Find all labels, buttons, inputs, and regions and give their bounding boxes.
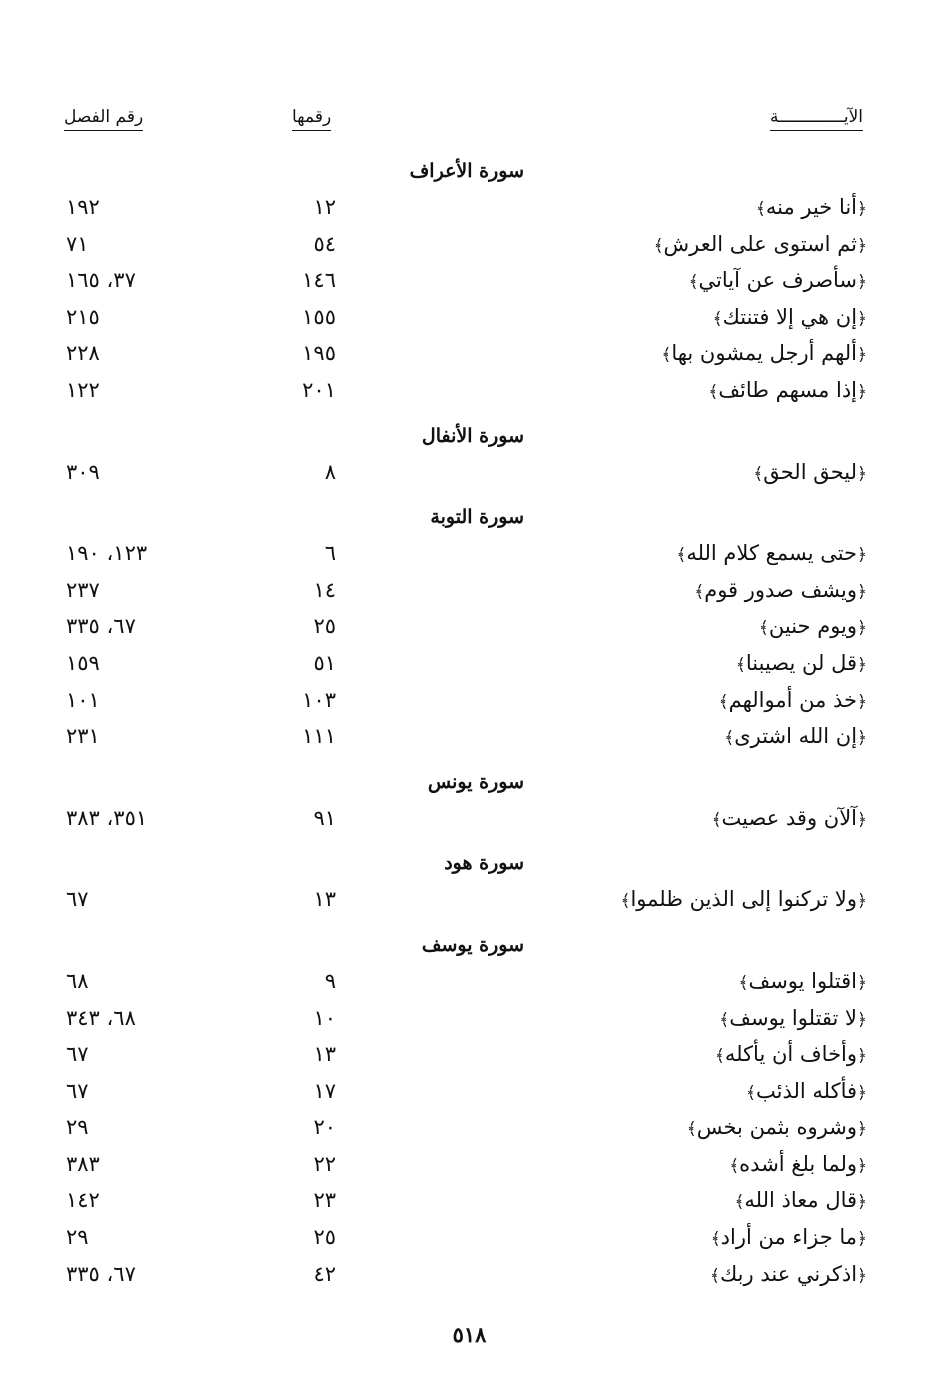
chapter-numbers: ٢٩ — [66, 1225, 89, 1250]
section-gap — [0, 920, 939, 928]
verse-phrase: ألهم أرجل يمشون بها — [671, 341, 858, 366]
verse-text — [661, 341, 867, 365]
verse-text — [739, 969, 868, 993]
verse-number: ٢٢ — [313, 1151, 336, 1176]
surah-title: سورة الأعراف — [409, 160, 524, 182]
ornate-bracket-open-icon: ﴿ — [857, 545, 867, 566]
index-row — [0, 537, 939, 574]
number-column-header-label: رقمها — [292, 107, 331, 131]
surah-heading — [0, 765, 939, 802]
ornate-bracket-close-icon: ﴾ — [755, 199, 766, 219]
ornate-bracket-close-icon: ﴾ — [753, 463, 764, 484]
verse-number: ٥٤ — [313, 231, 336, 256]
section-gap — [0, 757, 939, 765]
ornate-bracket-close-icon: ﴾ — [661, 345, 672, 366]
index-row — [0, 883, 939, 920]
verse-phrase: ما جزاء من أراد — [720, 1225, 858, 1250]
verse-text — [687, 1115, 867, 1139]
index-row — [0, 374, 939, 411]
surah-heading — [0, 419, 939, 456]
number-column-header — [292, 107, 331, 131]
surah-section — [0, 846, 939, 928]
verse-text — [753, 460, 867, 484]
ornate-bracket-open-icon: ﴿ — [857, 463, 867, 484]
verse-phrase: اذكرني عند ربك — [719, 1261, 858, 1286]
index-row — [0, 1002, 939, 1039]
ornate-bracket-close-icon: ﴾ — [710, 1265, 720, 1286]
chapter-numbers: ٣٥١، ٣٨٣ — [66, 805, 148, 830]
index-row — [0, 301, 939, 338]
verse-text — [715, 1042, 867, 1066]
verse-text — [719, 1006, 867, 1030]
surah-title: سورة التوبة — [430, 506, 524, 529]
surah-title: سورة يوسف — [421, 933, 524, 956]
verse-number: ٤٢ — [313, 1261, 336, 1286]
surah-title: سورة الأنفال — [421, 424, 524, 447]
verse-text — [756, 195, 867, 219]
verse-number: ١٠٣ — [302, 687, 336, 712]
verse-number: ١٥٥ — [302, 304, 336, 329]
chapter-numbers: ٦٧ — [66, 887, 89, 912]
ornate-bracket-open-icon: ﴿ — [857, 891, 867, 912]
ornate-bracket-close-icon: ﴾ — [688, 272, 699, 293]
verse-phrase: إن الله اشترى — [734, 724, 858, 749]
index-row — [0, 1258, 939, 1295]
chapter-numbers: ٣٨٣ — [66, 1151, 100, 1176]
verse-phrase: ويشف صدور قوم — [704, 577, 858, 602]
verse-phrase: سأصرف عن آياتي — [698, 268, 858, 293]
index-row — [0, 191, 939, 228]
ornate-bracket-open-icon: ﴿ — [857, 618, 867, 639]
ornate-bracket-open-icon: ﴿ — [857, 809, 867, 830]
page-number: ٥١٨ — [452, 1322, 487, 1347]
verse-number: ١٠ — [313, 1005, 336, 1030]
ornate-bracket-close-icon: ﴾ — [712, 308, 723, 329]
verse-number: ١٣ — [313, 1042, 336, 1067]
ornate-bracket-close-icon: ﴾ — [758, 618, 769, 639]
chapter-numbers: ١٢٣، ١٩٠ — [66, 541, 148, 566]
verse-phrase: قال معاذ الله — [744, 1188, 858, 1213]
verse-text — [620, 887, 867, 911]
verse-phrase: ليحق الحق — [763, 459, 858, 484]
verse-phrase: ويوم حنين — [768, 614, 858, 639]
verse-text — [736, 651, 867, 675]
index-row — [0, 1148, 939, 1185]
ornate-bracket-close-icon: ﴾ — [676, 545, 687, 566]
surah-section — [0, 928, 939, 1294]
ornate-bracket-open-icon: ﴿ — [857, 1192, 867, 1213]
index-row — [0, 647, 939, 684]
chapter-numbers: ٦٧ — [66, 1042, 89, 1067]
ornate-bracket-open-icon: ﴿ — [857, 308, 867, 329]
ornate-bracket-open-icon: ﴿ — [857, 1229, 867, 1250]
verse-text — [710, 1262, 867, 1286]
index-row — [0, 720, 939, 757]
verse-number: ٨ — [324, 459, 336, 484]
verse-text — [694, 578, 867, 602]
chapter-column-header-label: رقم الفصل — [64, 107, 143, 131]
ornate-bracket-open-icon: ﴿ — [857, 1009, 867, 1030]
verse-phrase: ولما بلغ أشده — [739, 1151, 858, 1176]
verse-number: ٢٥ — [313, 614, 336, 639]
verse-text — [759, 614, 867, 638]
ornate-bracket-close-icon: ﴾ — [711, 809, 722, 830]
verse-phrase: لا تقتلوا يوسف — [729, 1005, 858, 1030]
surah-section — [0, 765, 939, 847]
verse-text — [713, 305, 867, 329]
ornate-bracket-open-icon: ﴿ — [857, 728, 867, 749]
index-row — [0, 965, 939, 1002]
chapter-numbers: ٢٣١ — [66, 724, 100, 749]
surah-section — [0, 154, 939, 419]
verse-phrase: أنا خير منه — [765, 195, 858, 219]
verse-text — [734, 1188, 867, 1212]
verse-phrase: حتى يسمع كلام الله — [686, 541, 858, 566]
verse-text — [711, 1225, 867, 1249]
chapter-numbers: ٦٧، ٣٣٥ — [66, 1261, 136, 1286]
index-row — [0, 1221, 939, 1258]
verse-number: ١٣ — [313, 887, 336, 912]
ornate-bracket-open-icon: ﴿ — [857, 345, 867, 366]
ornate-bracket-open-icon: ﴿ — [857, 272, 867, 293]
surah-heading — [0, 500, 939, 537]
verse-text — [729, 1152, 867, 1176]
chapter-numbers: ٢٩ — [66, 1115, 89, 1140]
surah-title: سورة هود — [444, 852, 524, 875]
verse-phrase: إذا مسهم طائف — [718, 377, 858, 402]
ornate-bracket-open-icon: ﴿ — [857, 199, 867, 219]
verse-number: ٩ — [324, 968, 336, 993]
ornate-bracket-close-icon: ﴾ — [620, 891, 631, 912]
index-row — [0, 337, 939, 374]
chapter-numbers: ٢٢٨ — [66, 341, 100, 366]
surah-heading — [0, 846, 939, 883]
ornate-bracket-open-icon: ﴿ — [857, 1046, 867, 1067]
index-row — [0, 456, 939, 493]
verse-phrase: آلآن وقد عصيت — [721, 805, 858, 830]
surah-heading — [0, 928, 939, 965]
verse-number: ٩١ — [313, 805, 336, 830]
chapter-numbers: ٣٧، ١٦٥ — [66, 268, 136, 293]
index-row — [0, 1184, 939, 1221]
verse-number: ٦ — [324, 541, 336, 566]
chapter-numbers: ٦٨ — [66, 968, 89, 993]
ornate-bracket-close-icon: ﴾ — [738, 972, 749, 993]
chapter-numbers: ١٠١ — [66, 687, 100, 712]
verse-text — [724, 724, 867, 748]
index-row — [0, 802, 939, 839]
surah-section — [0, 419, 939, 501]
ornate-bracket-close-icon: ﴾ — [746, 1082, 756, 1103]
index-row — [0, 1038, 939, 1075]
ornate-bracket-close-icon: ﴾ — [735, 654, 746, 675]
index-row — [0, 610, 939, 647]
verse-column-header-label: الآيـــــــــــــة — [770, 107, 863, 131]
chapter-numbers: ٦٧، ٣٣٥ — [66, 614, 136, 639]
verse-text — [708, 378, 867, 402]
ornate-bracket-open-icon: ﴿ — [857, 654, 867, 675]
verse-column-header — [770, 107, 863, 131]
verse-index-table — [0, 154, 939, 1294]
verse-text — [712, 806, 867, 830]
verse-phrase: ولا تركنوا إلى الذين ظلموا — [630, 887, 858, 912]
verse-number: ١٤ — [313, 577, 336, 602]
chapter-numbers: ٢٣٧ — [66, 577, 100, 602]
section-gap — [0, 411, 939, 419]
ornate-bracket-close-icon: ﴾ — [724, 728, 735, 749]
ornate-bracket-close-icon: ﴾ — [734, 1192, 745, 1213]
chapter-numbers: ٦٧ — [66, 1078, 89, 1103]
verse-number: ١٤٦ — [302, 268, 336, 293]
verse-phrase: وشروه بثمن بخس — [696, 1115, 858, 1140]
section-gap — [0, 838, 939, 846]
chapter-column-header — [64, 107, 143, 131]
ornate-bracket-close-icon: ﴾ — [719, 1009, 730, 1030]
verse-phrase: فأكله الذئب — [755, 1078, 858, 1103]
ornate-bracket-close-icon: ﴾ — [708, 381, 719, 402]
verse-number: ٥١ — [313, 650, 336, 675]
verse-text — [689, 268, 867, 292]
verse-text — [719, 688, 867, 712]
index-row — [0, 1111, 939, 1148]
verse-number: ١٩٥ — [302, 341, 336, 366]
ornate-bracket-close-icon: ﴾ — [729, 1155, 740, 1176]
index-row — [0, 228, 939, 265]
chapter-numbers: ٦٨، ٣٤٣ — [66, 1005, 136, 1030]
verse-number: ٢٠١ — [302, 377, 336, 402]
ornate-bracket-open-icon: ﴿ — [857, 381, 867, 402]
surah-title: سورة يونس — [427, 770, 524, 793]
verse-phrase: قل لن يصيبنا — [745, 650, 858, 675]
chapter-numbers: ١٩٢ — [66, 195, 100, 219]
ornate-bracket-open-icon: ﴿ — [857, 1082, 867, 1103]
verse-number: ١١١ — [302, 724, 336, 749]
verse-number: ٢٣ — [313, 1188, 336, 1213]
chapter-numbers: ٣٠٩ — [66, 459, 100, 484]
verse-phrase: إن هي إلا فتنتك — [722, 304, 858, 329]
ornate-bracket-open-icon: ﴿ — [857, 581, 867, 602]
chapter-numbers: ٧١ — [66, 231, 89, 256]
ornate-bracket-open-icon: ﴿ — [857, 972, 867, 993]
verse-number: ١٧ — [313, 1078, 336, 1103]
ornate-bracket-open-icon: ﴿ — [857, 1155, 867, 1176]
verse-number: ٢٥ — [313, 1225, 336, 1250]
ornate-bracket-close-icon: ﴾ — [694, 581, 705, 602]
index-row — [0, 574, 939, 611]
verse-phrase: اقتلوا يوسف — [748, 968, 858, 993]
verse-text — [654, 232, 867, 256]
verse-number: ٢٠ — [313, 1115, 336, 1140]
ornate-bracket-close-icon: ﴾ — [718, 691, 729, 712]
chapter-numbers: ١٢٢ — [66, 377, 100, 402]
chapter-numbers: ١٤٢ — [66, 1188, 100, 1213]
ornate-bracket-close-icon: ﴾ — [710, 1229, 721, 1250]
index-row — [0, 684, 939, 721]
surah-section — [0, 500, 939, 765]
verse-phrase: ثم استوى على العرش — [663, 231, 858, 256]
surah-heading — [0, 154, 939, 191]
ornate-bracket-open-icon: ﴿ — [857, 691, 867, 712]
ornate-bracket-close-icon: ﴾ — [714, 1046, 725, 1067]
section-gap — [0, 492, 939, 500]
verse-number: ١٢ — [313, 195, 336, 219]
index-row — [0, 264, 939, 301]
verse-text — [746, 1079, 867, 1103]
ornate-bracket-close-icon: ﴾ — [686, 1119, 697, 1140]
ornate-bracket-open-icon: ﴿ — [857, 235, 867, 256]
chapter-numbers: ٢١٥ — [66, 304, 100, 329]
verse-phrase: خذ من أموالهم — [728, 687, 858, 712]
index-row — [0, 1075, 939, 1112]
chapter-numbers: ١٥٩ — [66, 650, 100, 675]
verse-text — [676, 541, 867, 565]
ornate-bracket-open-icon: ﴿ — [857, 1265, 867, 1286]
ornate-bracket-open-icon: ﴿ — [857, 1119, 867, 1140]
verse-phrase: وأخاف أن يأكله — [724, 1042, 858, 1067]
ornate-bracket-close-icon: ﴾ — [653, 235, 664, 256]
